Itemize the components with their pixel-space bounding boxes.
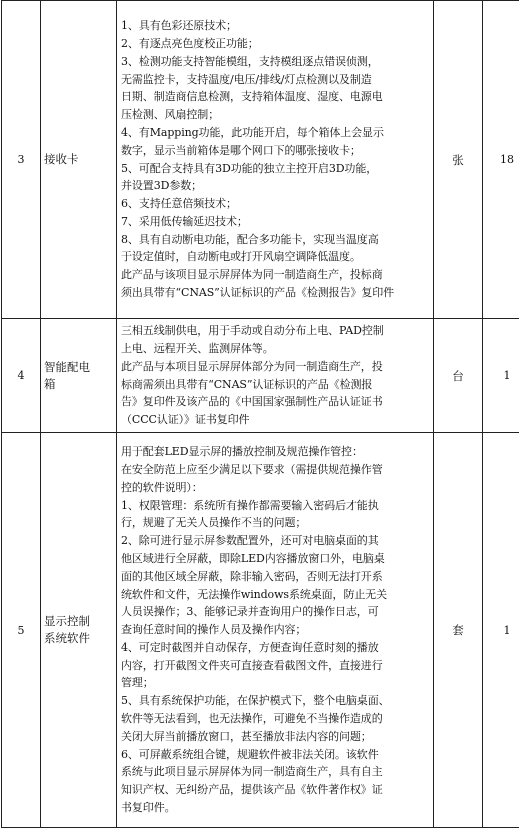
row-number: 5 [2, 433, 41, 828]
row-number: 3 [2, 1, 41, 319]
spec-line: 8、具有自动断电功能，配合多功能卡，实现当温度高 [121, 232, 379, 246]
spec-line: 5、可配合支持具有3D功能的独立主控开启3D功能， [121, 161, 378, 175]
item-name [41, 433, 117, 828]
item-quantity: 1 [483, 319, 519, 433]
spec-line: 于设定值时，自动断电或打开风扇空调降低温度。 [121, 250, 361, 264]
spec-line: 内容，打开截图文件夹可直接查看截图文件，直接进行 [121, 658, 383, 672]
spec-line: 在安全防范上应至少满足以下要求（需提供规范操作管 [121, 462, 383, 476]
item-unit: 台 [434, 319, 483, 433]
spec-line: 软件等无法看到，也无法操作，可避免不当操作造成的 [121, 712, 383, 726]
spec-line: 日期、制造商信息检测，支持箱体温度、湿度、电源电 [121, 90, 383, 104]
row-number: 4 [2, 319, 41, 433]
item-spec [117, 1, 434, 319]
item-name-line: 显示控制 [44, 614, 90, 628]
spec-line: 须出具带有“CNAS”认证标识的产品《检测报告》复印件 [121, 286, 395, 300]
spec-line: 面的其他区域全屏蔽，除非输入密码，否则无法打开系 [121, 569, 383, 583]
spec-line: 2、有逐点亮色度校正功能； [121, 36, 259, 50]
spec-line: 行，规避了无关人员操作不当的问题； [121, 516, 307, 530]
spec-line: 他区域进行全屏蔽，即除LED内容播放窗口外，电脑桌 [121, 551, 385, 565]
equipment-spec-table [1, 0, 519, 828]
spec-line: 无需监控卡，支持温度/电压/排线/灯点检测以及制造 [121, 72, 372, 86]
item-name-text: 接收卡 [44, 152, 79, 166]
spec-line: 4、有Mapping功能，此功能开启，每个箱体上会显示 [121, 125, 384, 139]
spec-line: 1、权限管理：系统所有操作都需要输入密码后才能执 [121, 498, 379, 512]
item-quantity: 18 [483, 1, 519, 319]
item-quantity: 1 [483, 433, 519, 828]
spec-line: 2、除可进行显示屏参数配置外，还可对电脑桌面的其 [121, 534, 379, 548]
spec-line: 并设置3D参数； [121, 179, 203, 193]
spec-line: 查询任意时间的操作人员及操作内容； [121, 623, 307, 637]
table-row [2, 319, 519, 433]
spec-line: 知识产权、无纠纷产品，提供该产品《软件著作权》证 [121, 783, 383, 797]
spec-line: 控的软件说明）： [121, 480, 203, 494]
item-spec [117, 319, 434, 433]
item-unit: 张 [434, 1, 483, 319]
spec-line: 书复印件。 [121, 801, 176, 815]
item-name [41, 319, 117, 433]
spec-line: 7、采用低传输延迟技术； [121, 214, 248, 228]
spec-line: 4、可定时截图并自动保存，方便查询任意时刻的播放 [121, 640, 379, 654]
spec-line: 统软件和文件，无法操作windows系统桌面，防止无关 [121, 587, 388, 601]
spec-line: 5、具有系统保护功能，在保护模式下，整个电脑桌面、 [121, 694, 390, 708]
spec-line: 人员误操作；3、能够记录并查询用户的操作日志，可 [121, 605, 379, 619]
item-unit: 套 [434, 433, 483, 828]
table-row [2, 1, 519, 319]
spec-line: 告》复印件及该产品的《中国国家强制性产品认证证书 [121, 395, 383, 409]
spec-line: 压检测、风扇控制； [121, 108, 220, 122]
spec-line: 系统与此项目显示屏屏体为同一制造商生产，具有自主 [121, 765, 383, 779]
table-row [2, 433, 519, 828]
spec-line: 三相五线制供电，用于手动或自动分布上电、PAD控制 [121, 324, 384, 338]
item-spec [117, 433, 434, 828]
spec-line: 用于配套LED显示屏的播放控制及规范操作管控： [121, 445, 363, 459]
spec-line: 数字，显示当前箱体是哪个网口下的哪张接收卡； [121, 143, 361, 157]
spec-line: 3、检测功能支持智能模组，支持模组逐点错误侦测， [121, 54, 379, 68]
spec-line: 关闭大屏当前播放窗口，甚至播放非法内容的问题； [121, 729, 372, 743]
item-name-line: 系统软件 [44, 631, 90, 645]
spec-line: 上电、远程开关、监测屏体等。 [121, 341, 274, 355]
spec-line: 6、可屏蔽系统组合键，规避软件被非法关闭。该软件 [121, 747, 379, 761]
spec-line: 此产品与本项目显示屏屏体部分为同一制造商生产，投 [121, 359, 383, 373]
item-name-line: 箱 [44, 376, 56, 391]
spec-line: 6、支持任意倍频技术； [121, 197, 237, 211]
spec-line: 1、具有色彩还原技术； [121, 19, 237, 33]
spec-line: （CCC认证）》证书复印件 [121, 413, 250, 427]
spec-line: 标商需须出具带有“CNAS”认证标识的产品《检测报 [121, 377, 373, 391]
spec-line: 管理； [121, 676, 154, 690]
item-name [41, 1, 117, 319]
spec-line: 此产品与该项目显示屏屏体为同一制造商生产，投标商 [121, 268, 383, 282]
item-name-line: 智能配电 [44, 359, 90, 374]
